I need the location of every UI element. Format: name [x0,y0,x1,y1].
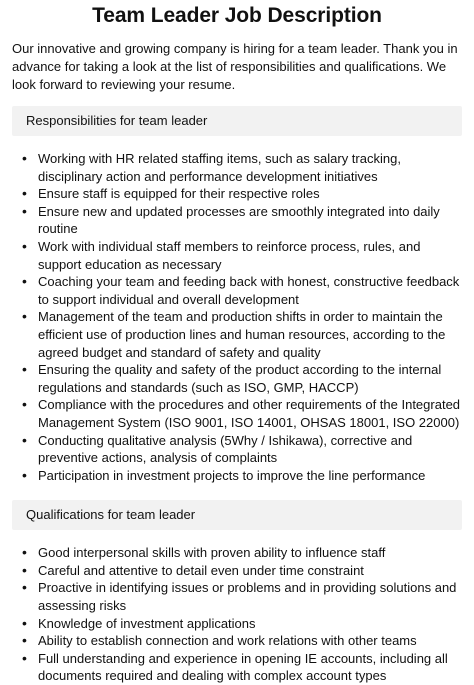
list-item: • Participation in investment projects to improve the line performance [12,467,462,485]
list-item: • Ensuring the quality and safety of the product according to the internal regulations and standards (such as ISO, GMP, HACCP) [12,361,462,396]
list-item: • Conducting qualitative analysis (5Why / Ishikawa), corrective and preventive actions, analysis of complaints [12,432,462,467]
intro-paragraph: Our innovative and growing company is hiring for a team leader. Thank you in advance for taking a look at the list of responsibilities and qualifications. We look forward to reviewing your resume. [12,41,458,92]
list-item: • Ensure new and updated processes are smoothly integrated into daily routine [12,203,462,238]
list-item: • Compliance with the procedures and other requirements of the Integrated Management System (ISO 9001, ISO 14001, OHSAS 18001, ISO 22000) [12,396,462,431]
qualifications-heading: Qualifications for team leader [12,500,462,530]
list-item: • Management of the team and production shifts in order to maintain the efficient use of production lines and human resources, according to the agreed budget and standard of safety and quality [12,308,462,361]
list-item: • Ability to establish connection and work relations with other teams [12,632,462,650]
list-item: • Good interpersonal skills with proven ability to influence staff [12,544,462,562]
list-item: • Working with HR related staffing items, such as salary tracking, disciplinary action and performance development initiatives [12,150,462,185]
list-item: • Knowledge of investment applications [12,615,462,633]
list-item: • Full understanding and experience in opening IE accounts, including all documents required and dealing with complex account types [12,650,462,685]
list-item: • Ensure staff is equipped for their respective roles [12,185,462,203]
list-item: • Work with individual staff members to reinforce process, rules, and support education as necessary [12,238,462,273]
responsibilities-heading: Responsibilities for team leader [12,106,462,136]
list-item: • Coaching your team and feeding back with honest, constructive feedback to support individual and overall development [12,273,462,308]
page-title: Team Leader Job Description [92,4,382,27]
qualifications-list [12,544,462,685]
list-item: • Careful and attentive to detail even under time constraint [12,562,462,580]
responsibilities-list [12,150,462,484]
list-item: • Proactive in identifying issues or problems and in providing solutions and assessing risks [12,579,462,614]
